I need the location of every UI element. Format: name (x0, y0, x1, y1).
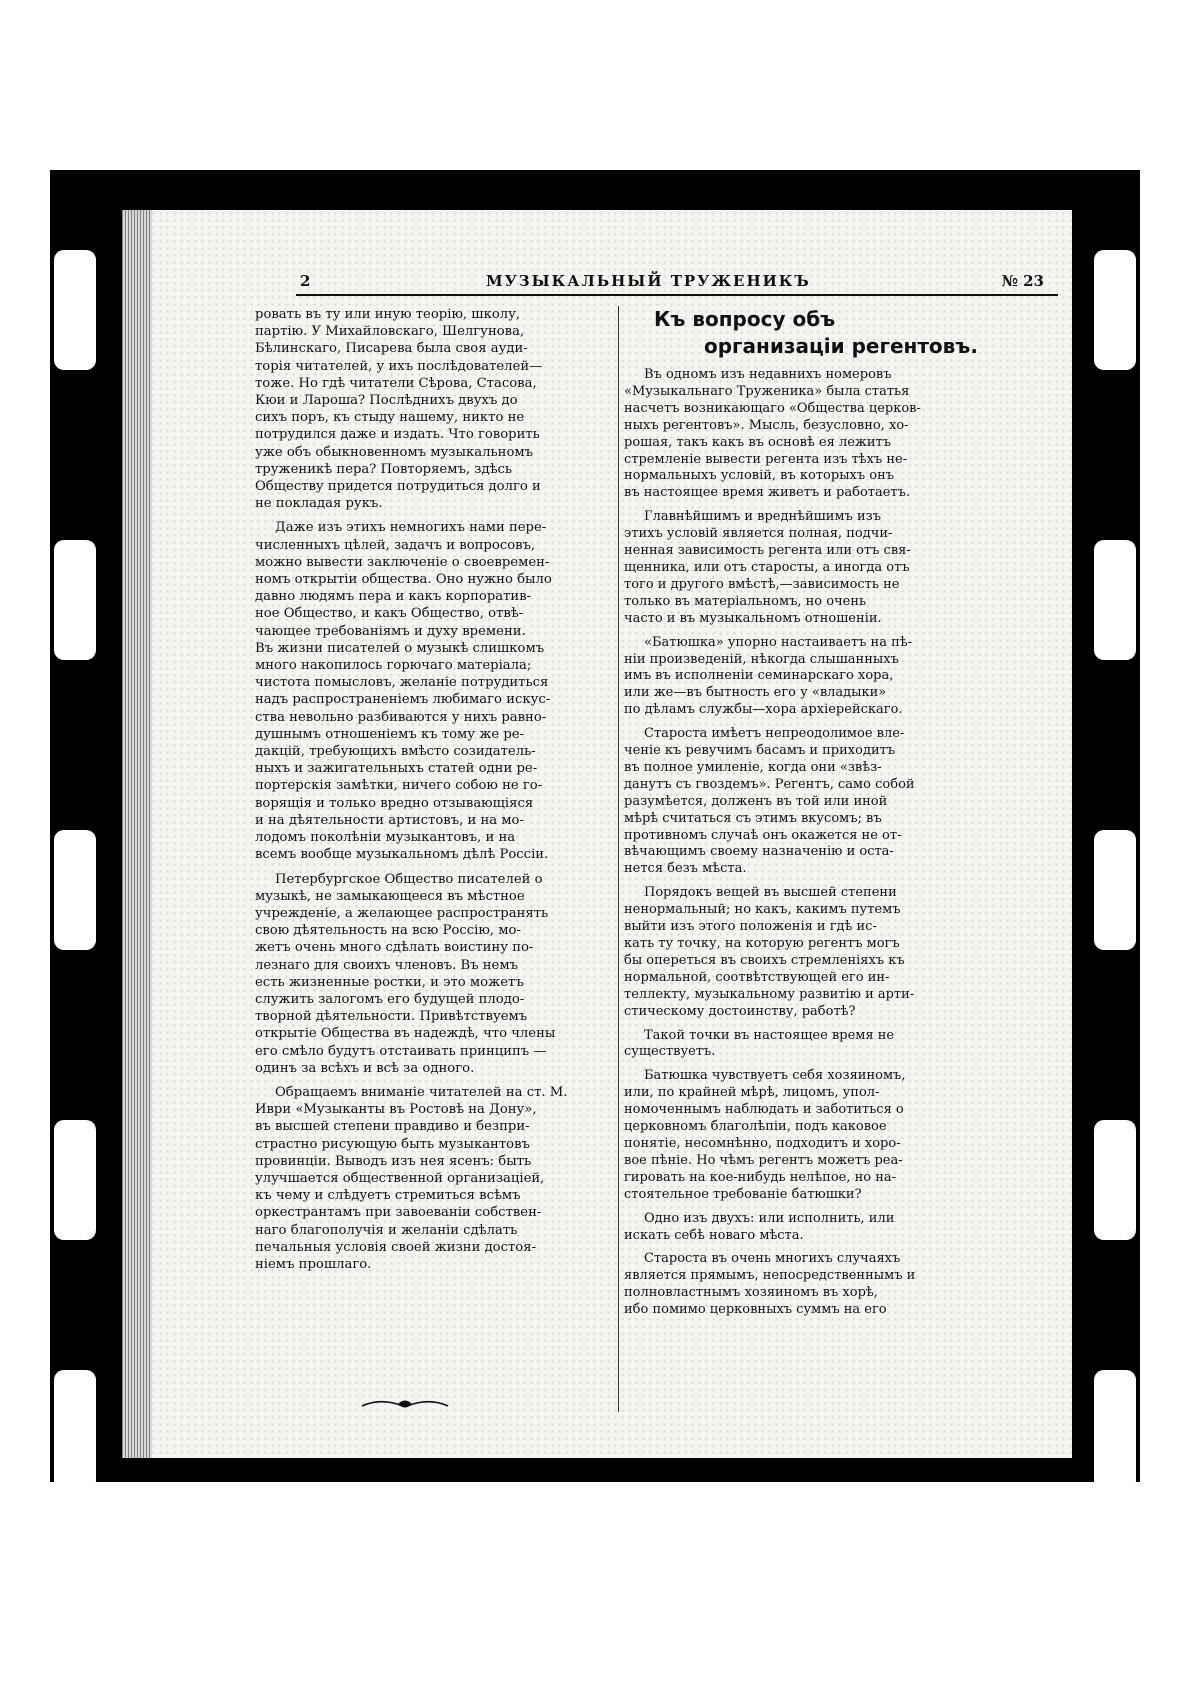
text-line: номоченнымъ наблюдать и заботиться о (624, 1102, 904, 1118)
text-line: вѣчающимъ своему назначенію и оста- (624, 844, 894, 860)
text-line: ворящія и только вредно отзывающіяся (255, 795, 534, 811)
text-line: творной дѣятельности. Привѣтствуемъ (255, 1009, 528, 1025)
text-line: по дѣламъ службы—хора архіерейскаго. (624, 702, 903, 718)
text-line: является прямымъ, непосредственнымъ и (624, 1268, 916, 1284)
text-line: его смѣло будутъ отстаивать принципъ — (255, 1043, 547, 1059)
text-line: численныхъ цѣлей, задачъ и вопросовъ, (255, 537, 536, 553)
text-line: дакцій, требующихъ вмѣсто созидатель- (255, 744, 536, 760)
text-line: разумѣется, долженъ въ той или иной (624, 793, 888, 809)
page-number: 2 (300, 272, 311, 290)
text-line: бы опереться въ своихъ стремленіяхъ къ (624, 952, 905, 968)
text-line: давно людямъ пера и какъ корпоратив- (255, 589, 532, 605)
article-title (624, 306, 984, 360)
article-body (624, 367, 984, 1319)
column-rule (618, 306, 619, 1412)
text-line: Въ одномъ изъ недавнихъ номеровъ (644, 367, 892, 382)
text-line: въ высшей степени правдиво и безпри- (255, 1119, 530, 1135)
article-title-line: Къ вопросу объ (654, 307, 836, 331)
text-line: Даже изъ этихъ немногихъ нами пере- (275, 520, 547, 536)
text-line: выйти изъ этого положенія и гдѣ ис- (624, 919, 877, 935)
paragraph (624, 1068, 984, 1203)
text-line: Въ жизни писателей о музыкѣ слишкомъ (255, 640, 545, 656)
text-line: номъ открытіи общества. Оно нужно было (255, 572, 552, 588)
text-line: лезнаго для своихъ членовъ. Въ немъ (255, 957, 518, 973)
text-line: портерскія замѣтки, ничего собою не го- (255, 778, 543, 794)
text-line: торія читателей, у ихъ послѣдователей— (255, 358, 543, 374)
paragraph (255, 519, 585, 863)
text-line: есть жизненные ростки, и это можетъ (255, 974, 524, 990)
text-line: печальныя условія своей жизни достоя- (255, 1239, 537, 1255)
text-line: полновластнымъ хозяиномъ въ хорѣ, (624, 1285, 878, 1301)
text-line: открытіе Общества въ надеждѣ, что члены (255, 1026, 556, 1042)
text-line: данутъ съ гвоздемъ». Регентъ, само собой (624, 776, 915, 792)
text-line: къ чему и слѣдуетъ стремиться всѣмъ (255, 1188, 521, 1204)
paragraph (624, 1211, 984, 1245)
text-line: Батюшка чувствуетъ себя хозяиномъ, (644, 1068, 906, 1084)
text-line: ровать въ ту или иную теорію, школу, (255, 307, 521, 322)
text-line: этихъ условій является полная, подчи- (624, 526, 893, 542)
text-line: провинціи. Выводъ изъ нея ясенъ: быть (255, 1153, 532, 1169)
text-line: ненормальный; но какъ, какимъ путемъ (624, 902, 901, 918)
paragraph (624, 1251, 984, 1319)
text-line: кать ту точку, на которую регентъ могъ (624, 936, 900, 951)
text-line: въ настоящее время живетъ и работаетъ. (624, 485, 911, 501)
text-line: Такой точки въ настоящее время не (644, 1027, 895, 1043)
text-line: Бѣлинскаго, Писарева была своя ауди- (255, 341, 528, 357)
text-line: стремленіе вывести регента изъ тѣхъ не- (624, 451, 908, 467)
paragraph (624, 635, 984, 720)
text-line: «Батюшка» упорно настаиваетъ на пѣ- (644, 634, 913, 650)
text-line: существуетъ. (624, 1044, 716, 1060)
paragraph (624, 726, 984, 878)
text-line: ныхъ и зажигательныхъ статей одни ре- (255, 761, 538, 777)
text-line: учрежденіе, а желающее распространять (255, 905, 549, 921)
text-line: надъ распространеніемъ любимаго искус- (255, 692, 551, 708)
text-line: много накопилось горючаго матеріала; (255, 658, 532, 674)
text-line: имъ въ исполненіи семинарскаго хора, (624, 668, 894, 684)
article-title-line: организаціи регентовъ. (704, 334, 978, 358)
paragraph (624, 509, 984, 627)
text-line: того и другого вмѣстѣ,—зависимость не (624, 576, 900, 592)
text-line: Обществу придется потрудиться долго и (255, 479, 541, 495)
text-line: всемъ вообще музыкальномъ дѣлѣ Россіи. (255, 847, 549, 863)
text-line: страстно рисующую быть музыкантовъ (255, 1136, 530, 1152)
text-line: искать себѣ новаго мѣста. (624, 1227, 804, 1243)
text-line: теллекту, музыкальному развитію и арти- (624, 986, 915, 1002)
paragraph (255, 306, 585, 512)
text-line: тоже. Но гдѣ читатели Сѣрова, Стасова, (255, 375, 537, 391)
text-line: жетъ очень много сдѣлать воистину по- (255, 940, 534, 956)
text-line: Главнѣйшимъ и вреднѣйшимъ изъ (644, 509, 881, 525)
text-line: Одно изъ двухъ: или исполнить, или (644, 1210, 895, 1226)
text-line: Староста имѣетъ непреодолимое вле- (644, 726, 905, 742)
text-line: вое пѣніе. Но чѣмъ регентъ можетъ реа- (624, 1152, 903, 1168)
text-line: оркестрантамъ при завоеваніи собствен- (255, 1205, 542, 1221)
text-line: стическому достоинству, работѣ? (624, 1003, 856, 1019)
text-line: чающее требованіямъ и духу времени. (255, 623, 526, 639)
text-line: нется безъ мѣста. (624, 861, 747, 877)
text-line: партію. У Михайловскаго, Шелгунова, (255, 324, 525, 340)
text-line: въ полное умиленіе, когда они «звѣз- (624, 759, 882, 775)
text-line: гировать на кое-нибудь нелѣпое, но на- (624, 1169, 897, 1185)
text-line: Порядокъ вещей въ высшей степени (644, 885, 897, 901)
text-line: ніемъ прошлаго. (255, 1256, 372, 1272)
paragraph (624, 885, 984, 1020)
text-line: стоятельное требованіе батюшки? (624, 1186, 862, 1202)
text-line: часто и въ музыкальномъ отношеніи. (624, 610, 882, 626)
text-line: улучшается общественной организаціей, (255, 1170, 545, 1186)
text-line: потрудился даже и издать. Что говорить (255, 427, 540, 443)
paragraph (624, 367, 984, 502)
text-line: наго благополучія и желаніи сдѣлать (255, 1222, 518, 1238)
issue-number: № 23 (1001, 272, 1044, 290)
text-line: Староста въ очень многихъ случаяхъ (644, 1251, 901, 1267)
left-column (255, 306, 585, 1273)
text-line: только въ матеріальномъ, но очень (624, 593, 867, 609)
text-line: труженикѣ пера? Повторяемъ, здѣсь (255, 461, 513, 477)
text-line: не покладая рукъ. (255, 496, 383, 512)
paragraph (255, 871, 585, 1077)
text-line: ченіе къ ревучимъ басамъ и приходитъ (624, 743, 896, 759)
text-line: Обращаемъ вниманіе читателей на ст. М. (275, 1084, 568, 1100)
text-line: ненная зависимость регента или отъ свя- (624, 543, 911, 559)
text-line: Кюи и Лароша? Послѣднихъ двухъ до (255, 393, 518, 409)
text-line: и на дѣятельности артистовъ, и на мо- (255, 812, 524, 828)
text-line: ства невольно разбиваются у нихъ равно- (255, 709, 547, 725)
text-line: мѣрѣ считаться съ этимъ вкусомъ; въ (624, 810, 882, 826)
text-line: или, по крайней мѣрѣ, лицомъ, упол- (624, 1085, 880, 1101)
text-line: щенника, или отъ старосты, а иногда отъ (624, 559, 910, 575)
running-head (296, 270, 1058, 296)
text-line: ніи произведеній, нѣкогда слышанныхъ (624, 651, 899, 667)
paragraph (255, 1084, 585, 1273)
text-line: служить залогомъ его будущей плодо- (255, 991, 525, 1007)
text-line: уже объ обыкновенномъ музыкальномъ (255, 444, 534, 460)
ornament-divider-icon (360, 1394, 450, 1414)
text-line: одинъ за всѣхъ и всѣ за одного. (255, 1060, 475, 1076)
text-line: сихъ поръ, къ стыду нашему, никто не (255, 410, 525, 426)
text-line: церковномъ благолѣпіи, подъ каковое (624, 1119, 887, 1135)
text-line: музыкѣ, не замыкающееся въ мѣстное (255, 888, 525, 904)
text-line: ное Общество, и какъ Общество, отвѣ- (255, 606, 524, 622)
text-line: или же—въ бытность его у «владыки» (624, 685, 887, 701)
text-line: лодомъ поколѣніи музыкантовъ, и на (255, 830, 516, 846)
text-line: Иври «Музыканты въ Ростовѣ на Дону», (255, 1102, 537, 1118)
text-line: Петербургское Общество писателей о (275, 871, 543, 887)
text-line: чистота помысловъ, желаніе потрудиться (255, 675, 549, 691)
paragraph (624, 1028, 984, 1062)
text-line: душнымъ отношеніемъ къ тому же ре- (255, 726, 525, 742)
text-line: противномъ случаѣ онъ окажется не от- (624, 827, 902, 843)
text-line: насчетъ возникающаго «Общества церков- (624, 400, 921, 416)
text-line: «Музыкальнаго Труженика» была статья (624, 383, 910, 399)
text-line: можно вывести заключеніе о своевремен- (255, 554, 550, 570)
text-line: ныхъ регентовъ». Мысль, безусловно, хо- (624, 417, 909, 433)
text-line: рошая, такъ какъ въ основѣ ея лежитъ (624, 434, 892, 450)
right-column (624, 306, 984, 1319)
journal-title: МУЗЫКАЛЬНЫЙ ТРУЖЕНИКЪ (486, 272, 811, 290)
text-line: свою дѣятельность на всю Россію, мо- (255, 923, 521, 939)
text-line: ибо помимо церковныхъ суммъ на его (624, 1302, 887, 1318)
text-line: нормальной, соотвѣтствующей его ин- (624, 969, 890, 985)
text-line: нормальныхъ условій, въ которыхъ онъ (624, 468, 895, 484)
text-line: понятіе, несомнѣнно, подходитъ и хоро- (624, 1135, 901, 1151)
